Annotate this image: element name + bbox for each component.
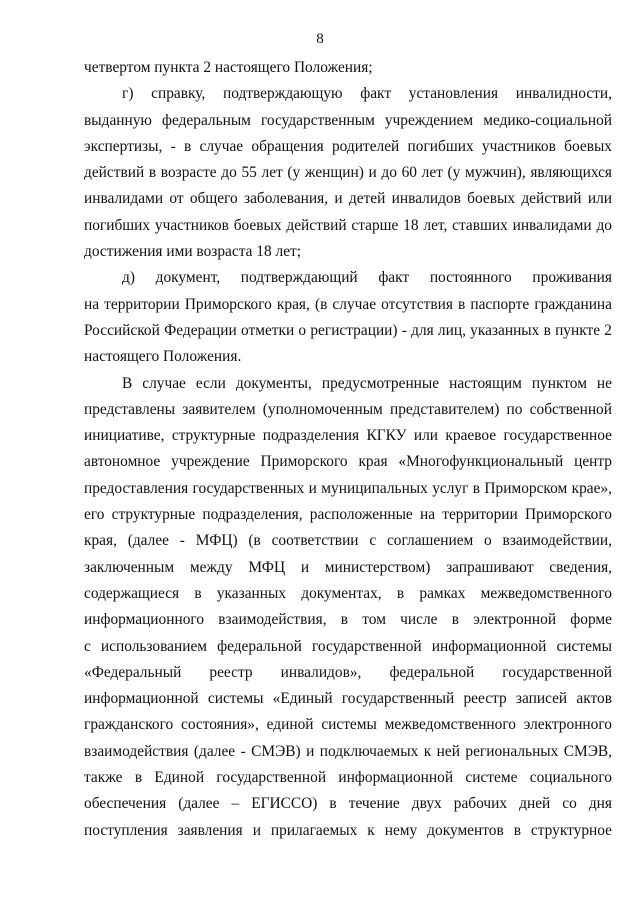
page-number: 8 bbox=[316, 31, 324, 47]
text-line: информационной системы «Единый государственный реестр записей актов bbox=[84, 690, 612, 708]
text-line: информационного взаимодействия, в том числе в электронной форме bbox=[84, 611, 612, 629]
text-line: инвалидами от общего заболевания, и детей инвалидов боевых действий или bbox=[84, 190, 612, 208]
text-line: «Федеральный реестр инвалидов», федеральной государственной bbox=[84, 663, 612, 681]
text-line: д) документ, подтверждающий факт постоянного проживания bbox=[122, 269, 612, 287]
text-line: заключенным между МФЦ и министерством) запрашивают сведения, bbox=[84, 558, 612, 576]
text-line: автономное учреждение Приморского края «Многофункциональный центр bbox=[84, 453, 612, 471]
text-line: содержащиеся в указанных документах, в рамках межведомственного bbox=[84, 584, 612, 602]
text-line: инициативе, структурные подразделения КГКУ или краевое государственное bbox=[84, 427, 612, 445]
document-body bbox=[84, 55, 612, 844]
text-line: на территории Приморского края, (в случае отсутствия в паспорте гражданина bbox=[84, 295, 612, 313]
text-line: представлены заявителем (уполномоченным представителем) по собственной bbox=[84, 400, 612, 418]
paragraph-item-g bbox=[84, 81, 612, 265]
text-line: края, (далее - МФЦ) (в соответствии с соглашением о взаимодействии, bbox=[84, 532, 612, 550]
text-line: В случае если документы, предусмотренные настоящим пунктом не bbox=[122, 374, 612, 392]
text-line: также в Единой государственной информационной системе социального bbox=[84, 769, 612, 787]
text-line: достижения ими возраста 18 лет; bbox=[84, 243, 302, 261]
text-line: обеспечения (далее – ЕГИССО) в течение двух рабочих дней со дня bbox=[84, 795, 612, 813]
text-line: с использованием федеральной государственной информационной системы bbox=[84, 637, 612, 655]
text-line: действий в возрасте до 55 лет (у женщин) и до 60 лет (у мужчин), являющихся bbox=[84, 164, 612, 182]
text-line: настоящего Положения. bbox=[84, 348, 242, 366]
paragraph-item-d bbox=[84, 265, 612, 370]
text-line: взаимодействия (далее - СМЭВ) и подключаемых к ней региональных СМЭВ, bbox=[84, 742, 612, 760]
text-line: четвертом пункта 2 настоящего Положения; bbox=[84, 59, 373, 76]
text-line: его структурные подразделения, расположенные на территории Приморского bbox=[84, 506, 612, 524]
text-line: экспертизы, - в случае обращения родителей погибших участников боевых bbox=[84, 137, 612, 155]
text-line: гражданского состояния», единой системы межведомственного электронного bbox=[84, 716, 612, 734]
text-line: погибших участников боевых действий старше 18 лет, ставших инвалидами до bbox=[84, 216, 612, 234]
text-line: Российской Федерации отметки о регистрации) - для лиц, указанных в пункте 2 bbox=[84, 321, 612, 339]
text-line: поступления заявления и прилагаемых к нему документов в структурное bbox=[84, 821, 612, 839]
text-line: г) справку, подтверждающую факт установления инвалидности, bbox=[122, 85, 612, 103]
paragraph-continuation bbox=[84, 55, 612, 81]
text-line: предоставления государственных и муниципальных услуг в Приморском крае», bbox=[84, 479, 612, 497]
text-line: выданную федеральным государственным учреждением медико-социальной bbox=[84, 111, 612, 129]
paragraph-documents-request bbox=[84, 371, 612, 844]
